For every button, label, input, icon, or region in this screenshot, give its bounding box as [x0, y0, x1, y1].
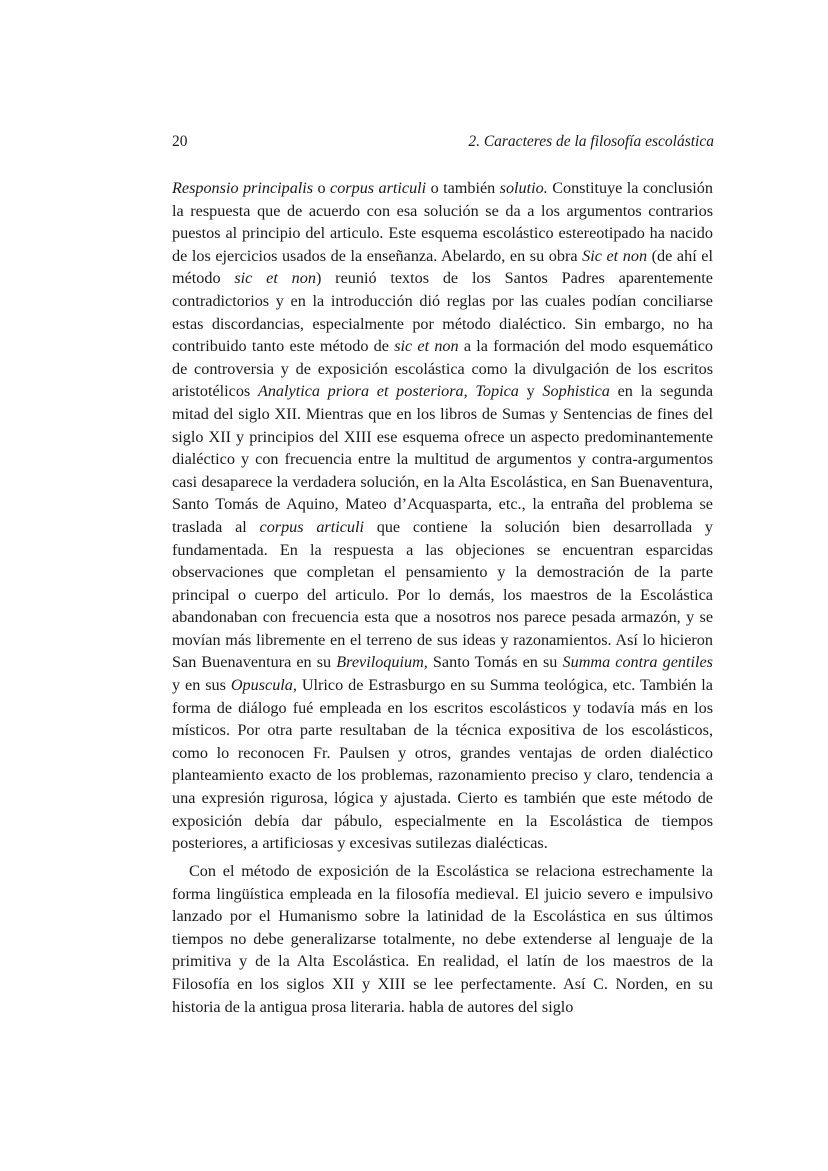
italic-term: corpus articuli: [259, 517, 364, 536]
paragraph-text: [172, 860, 713, 1018]
italic-term: Analytica priora et posteriora, Topica: [257, 382, 519, 401]
text-run: ) reunió textos de los Santos Padres aparentemente contradictorios y en la introducción dió reglas por las cuales podían conciliarse estas discordancias, especialmente por método dialéctico. Sin embargo, no ha contribuido tanto este método de: [172, 269, 713, 356]
text-run: Con el método de exposición de la Escolástica se relaciona estrechamente la forma lingüística empleada en la filosofía medieval. El juicio severo e impulsivo lanzado por el Humanismo sobre la latinidad de la Escolástica en sus últimos tiempos no debe generalizarse totalmente, no debe extenderse al lenguaje de la primitiva y de la Alta Escolástica. En realidad, el latín de los maestros de la Filosofía en los siglos XII y XIII se lee perfectamente. Así C. Norden, en su historia de la antigua prosa literaria. habla de autores del siglo: [172, 862, 713, 1016]
body-paragraph-2: [172, 860, 713, 1018]
italic-term: sic et non: [234, 269, 316, 288]
italic-term: corpus articuli: [330, 179, 427, 197]
italic-term: Sophistica: [542, 382, 610, 401]
text-run: o también: [426, 179, 500, 197]
text-run: en la segunda mitad del siglo XII. Mientras que en los libros de Sumas y Sentencias de fines del siglo XII y principios del XIII ese esquema ofrece un aspecto predominantemente dialéctico y con frecuencia entre la multitud de argumentos y contra-argumentos casi desaparece la verdadera solución, en la Alta Escolástica, en San Buenaventura, Santo Tomás de Aquino, Mateo d’Acquasparta, etc., la entraña del problema se traslada al: [172, 382, 714, 536]
body-paragraph-1: [172, 177, 713, 855]
text-run: o: [313, 179, 331, 197]
text-run: Constituye la conclusión la respuesta que de acuerdo con esa solución se da a los argumentos contrarios puestos al principio del articulo. Este esquema escolástico estereotipado ha nacido de los ejercicios usados de la enseñanza. Abelardo, en su obra: [172, 179, 713, 265]
italic-term: Opuscula,: [230, 676, 297, 695]
page-number: 20: [172, 133, 188, 150]
text-run: Ulrico de Estrasburgo en su Summa teológica, etc. También la forma de diálogo fué empleada en los escritos escolásticos y todavía más en los místicos. Por otra parte resultaban de la técnica expositiva de los escolásticos, como lo reconocen Fr. Paulsen y otros, grandes ventajas de orden dialéctico planteamiento exacto de los problemas, razonamiento preciso y claro, tendencia a una expresión rigurosa, lógica y ajustada. Cierto es también que este método de exposición debía dar pábulo, especialmente en la Escolástica de tiempos posteriores, a artificiosas y excesivas sutilezas dialécticas.: [172, 676, 713, 853]
paragraph-text: [172, 177, 713, 855]
text-run: que contiene la solución bien desarrollada y fundamentada. En la respuesta a las objeciones se encuentran esparcidas observaciones que completan el pensamiento y la demostración de la parte principal o cuerpo del articulo. Por lo demás, los maestros de la Escolástica abandonaban con frecuencia esta que a nosotros nos parece pesada armazón, y se movían más libremente en el terreno de sus ideas y razonamientos. Así lo hicieron San Buenaventura en su: [172, 517, 714, 672]
italic-term: solutio.: [499, 179, 548, 197]
text-run: y: [518, 382, 543, 401]
text-run: a la formación del modo esquemático de controversia y de exposición escolástica como la divulgación de los escritos aristotélicos: [172, 337, 713, 401]
italic-term: sic et non: [394, 337, 459, 356]
italic-term: Summa contra gentiles: [562, 653, 713, 672]
running-head: 2. Caracteres de la filosofía escolástica: [468, 133, 714, 150]
italic-term: Sic et non: [582, 246, 648, 265]
text-run: Santo Tomás en su: [427, 653, 563, 672]
italic-term: Responsio principalis: [172, 179, 314, 197]
text-run: y en sus: [172, 676, 231, 695]
italic-term: Breviloquium,: [336, 653, 428, 672]
text-run: (de ahí el método: [172, 246, 713, 288]
